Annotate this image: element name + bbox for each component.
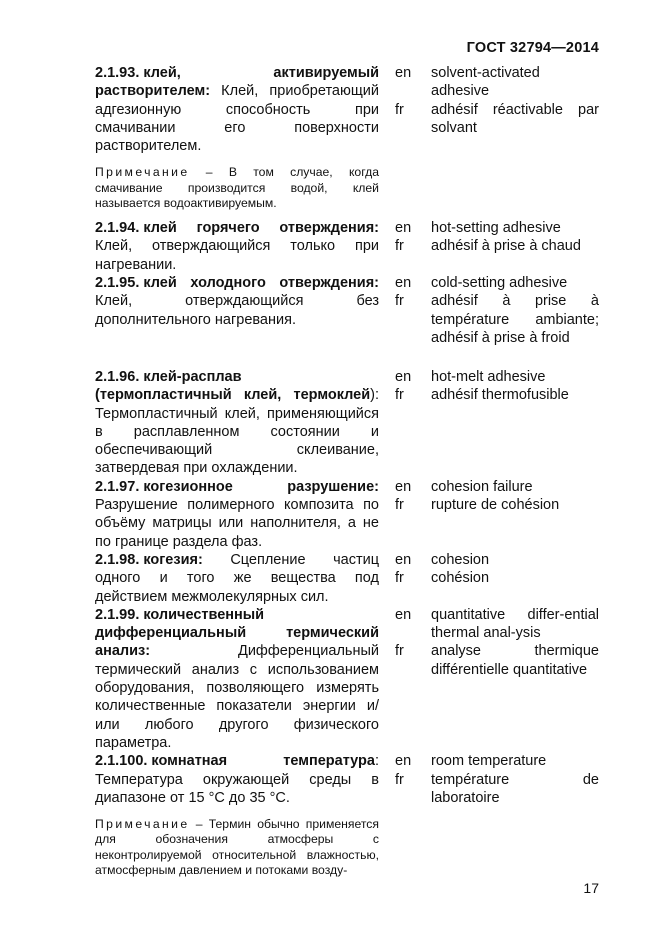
term-number: 2.1.96. bbox=[95, 368, 140, 385]
note bbox=[95, 165, 379, 211]
lang-en: en bbox=[395, 220, 412, 237]
lang-fr: fr bbox=[395, 101, 404, 118]
lang-en: en bbox=[395, 65, 412, 81]
translation-fr: adhésif thermofusible bbox=[431, 387, 569, 404]
translations bbox=[431, 551, 599, 588]
lang-en: en bbox=[395, 478, 412, 495]
term-name: когезионное разрушение: bbox=[143, 478, 379, 495]
lang-fr: fr bbox=[395, 293, 404, 310]
translation-fr: analyse thermique différentielle quantitative bbox=[431, 643, 599, 678]
term-entry bbox=[95, 752, 599, 807]
term-name: комнатная температура bbox=[151, 753, 375, 770]
lang-en: en bbox=[395, 753, 412, 770]
translation-en: hot-melt adhesive bbox=[431, 368, 546, 385]
term-definition bbox=[95, 606, 379, 752]
term-number: 2.1.100. bbox=[95, 753, 148, 770]
translation-en: solvent-activated adhesive bbox=[431, 65, 540, 100]
term-entry bbox=[95, 64, 599, 155]
term-synonyms: (термопластичный клей, термоклей bbox=[95, 387, 371, 404]
term-entry bbox=[95, 219, 599, 274]
term-definition bbox=[95, 368, 379, 478]
term-number: 2.1.99. bbox=[95, 606, 140, 623]
translation-en: cold-setting adhesive bbox=[431, 274, 568, 291]
translation-fr: adhésif à prise à chaud bbox=[431, 238, 581, 255]
term-entry bbox=[95, 274, 599, 366]
term-name: клей, активируемый растворителем: bbox=[95, 65, 379, 100]
term-entry bbox=[95, 551, 599, 606]
translation-fr: température de laboratoire bbox=[431, 771, 599, 806]
term-definition bbox=[95, 478, 379, 551]
term-name: клей-расплав bbox=[143, 368, 242, 385]
term-definition bbox=[95, 752, 379, 807]
language-codes bbox=[395, 478, 419, 515]
translation-en: cohesion bbox=[431, 551, 490, 568]
lang-spacer bbox=[395, 624, 419, 642]
term-name: количественный дифференциальный термический анализ: bbox=[95, 606, 379, 660]
definition-text: : Температура окружающей среды в диапазоне от 15 °С до 35 °С. bbox=[95, 753, 379, 806]
translation-fr: rupture de cohésion bbox=[431, 497, 560, 514]
definition-text: ): Термопластичный клей, применяющийся в расплавленном состоянии и обеспечивающий склеивание, затвердевая при охлаждении. bbox=[95, 387, 379, 477]
language-codes bbox=[395, 368, 419, 405]
lang-spacer bbox=[395, 82, 419, 100]
note-text: – В том случае, когда смачивание производится водой, клей называется водоактивируемым. bbox=[95, 165, 379, 210]
language-codes bbox=[395, 752, 419, 789]
lang-fr: fr bbox=[395, 570, 404, 587]
lang-en: en bbox=[395, 606, 412, 623]
definition-text: Дифференциальный термический анализ с использованием оборудования, позволяющего измерять количественные показатели энергии и/или любого другого физического параметра. bbox=[95, 643, 379, 751]
note-label: Примечание bbox=[95, 817, 190, 832]
term-number: 2.1.94. bbox=[95, 220, 140, 237]
lang-en: en bbox=[395, 274, 412, 291]
lang-fr: fr bbox=[395, 497, 404, 514]
translation-fr: cohésion bbox=[431, 570, 490, 587]
lang-fr: fr bbox=[395, 643, 404, 660]
translation-en: hot-setting adhesive bbox=[431, 220, 561, 237]
translation-en: quantitative differ-ential thermal anal-ysis bbox=[431, 606, 599, 642]
terms-list bbox=[95, 64, 599, 882]
note bbox=[95, 817, 379, 878]
translations bbox=[431, 606, 599, 679]
language-codes bbox=[395, 219, 419, 256]
document-header: ГОСТ 32794—2014 bbox=[466, 40, 599, 56]
translation-en: cohesion failure bbox=[431, 478, 533, 495]
note-label: Примечание bbox=[95, 165, 190, 180]
language-codes bbox=[395, 64, 419, 119]
lang-en: en bbox=[395, 551, 412, 568]
term-number: 2.1.98. bbox=[95, 551, 140, 568]
definition-text: Разрушение полимерного композита по объёму матрицы или наполнителя, а не по границе раздела фаз. bbox=[95, 497, 379, 550]
page-number: 17 bbox=[583, 880, 599, 896]
language-codes bbox=[395, 551, 419, 588]
lang-fr: fr bbox=[395, 387, 404, 404]
translations bbox=[431, 752, 599, 807]
definition-text: Клей, отверждающийся без дополнительного нагревания. bbox=[95, 293, 379, 328]
definition-text: Клей, отверждающийся только при нагревании. bbox=[95, 238, 379, 273]
lang-fr: fr bbox=[395, 238, 404, 255]
translation-fr: adhésif à prise à température ambiante; adhésif à prise à froid bbox=[431, 293, 599, 346]
translations bbox=[431, 219, 599, 256]
term-name: когезия: bbox=[143, 551, 203, 568]
term-number: 2.1.93. bbox=[95, 65, 140, 81]
translations bbox=[431, 274, 599, 347]
language-codes bbox=[395, 606, 419, 661]
term-definition bbox=[95, 64, 379, 155]
translation-en: room temperature bbox=[431, 753, 547, 770]
term-name: клей горячего отверждения: bbox=[143, 220, 379, 237]
term-entry bbox=[95, 606, 599, 752]
language-codes bbox=[395, 274, 419, 311]
note-text: – Термин обычно применяется для обозначения атмосферы с неконтролируемой относительной влажностью, атмосферным давлением и потоками возду- bbox=[95, 817, 379, 877]
term-number: 2.1.95. bbox=[95, 274, 140, 291]
term-definition bbox=[95, 551, 379, 606]
definition-text: Сцепление частиц одного и того же вещества под действием межмолекулярных сил. bbox=[95, 551, 379, 605]
lang-fr: fr bbox=[395, 771, 404, 788]
term-definition bbox=[95, 274, 379, 329]
definition-text: Клей, приобретающий адгезионную способность при смачивании его поверхности растворителем. bbox=[95, 83, 379, 155]
translations bbox=[431, 478, 599, 515]
term-entry bbox=[95, 478, 599, 551]
translations bbox=[431, 368, 599, 405]
term-definition bbox=[95, 219, 379, 274]
term-number: 2.1.97. bbox=[95, 478, 140, 495]
lang-en: en bbox=[395, 368, 412, 385]
term-entry bbox=[95, 368, 599, 478]
term-name: клей холодного отверждения: bbox=[143, 274, 379, 291]
translation-fr: adhésif réactivable par solvant bbox=[431, 101, 599, 136]
translations bbox=[431, 64, 599, 137]
